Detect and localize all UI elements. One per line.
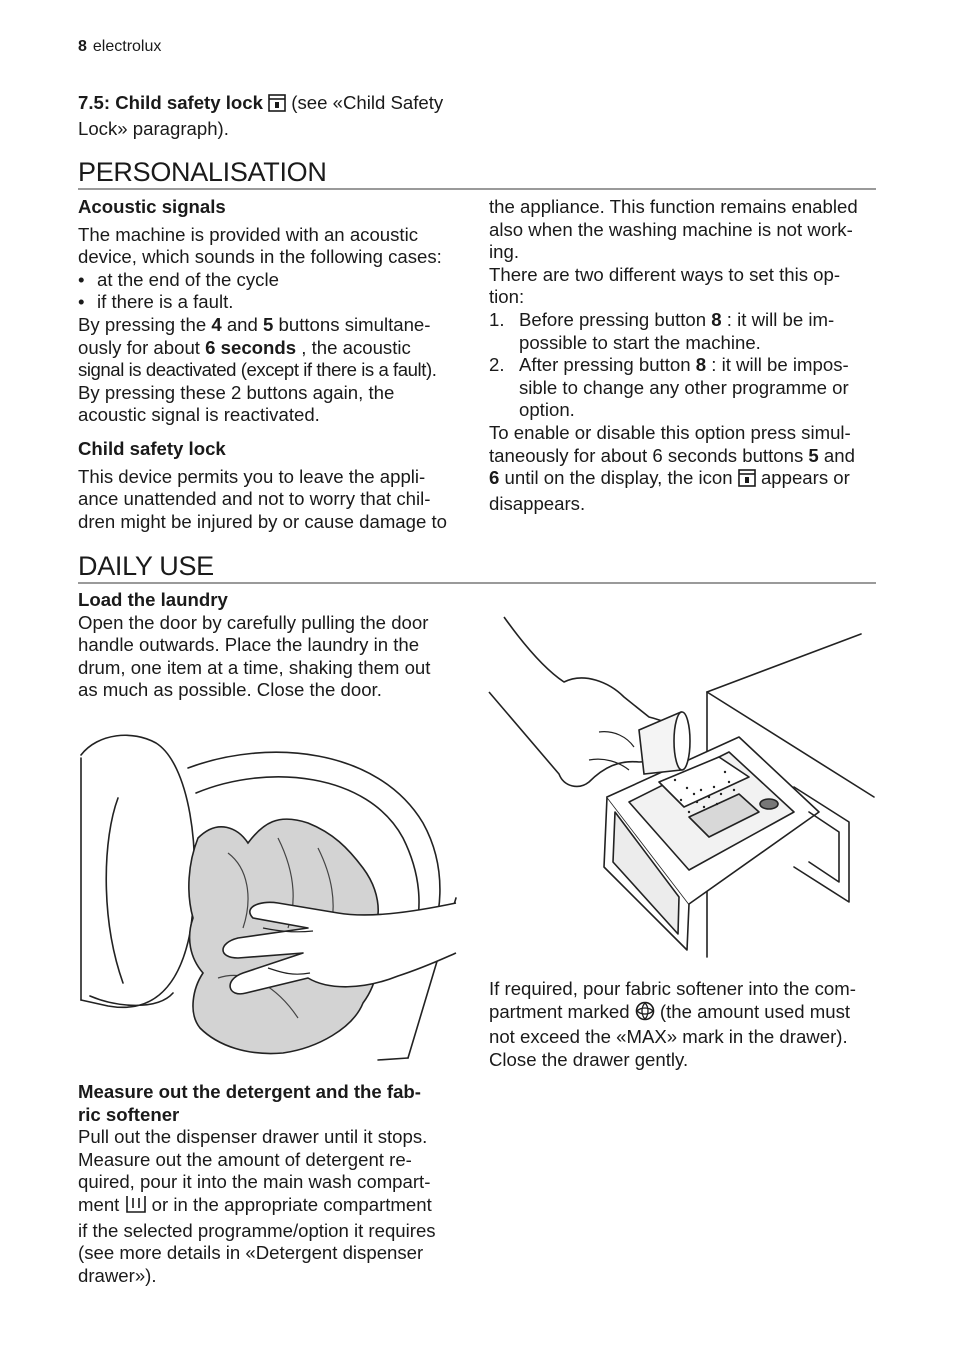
acoustic-paragraph-line: By pressing these 2 buttons again, the bbox=[78, 381, 395, 403]
child-lock-steps bbox=[489, 309, 879, 422]
acoustic-paragraph-line bbox=[78, 337, 473, 360]
softener-line: If required, pour fabric softener into the com- bbox=[489, 978, 856, 999]
reference-label: 7.5: Child safety lock bbox=[78, 92, 263, 113]
list-item bbox=[489, 309, 879, 354]
running-header bbox=[78, 38, 161, 56]
detergent-drawer-illustration bbox=[489, 612, 874, 964]
personalisation-heading: PERSONALISATION bbox=[78, 157, 327, 187]
softener-block bbox=[489, 978, 879, 1071]
measure-detergent-block bbox=[78, 1081, 473, 1287]
button-number: 6 bbox=[489, 467, 500, 489]
text-run: : it will be impos- bbox=[706, 354, 849, 376]
acoustic-signals-title: Acoustic signals bbox=[78, 196, 226, 217]
text-run: Before pressing button bbox=[519, 308, 712, 330]
softener-flower-icon bbox=[635, 1001, 655, 1027]
load-laundry-line: drum, one item at a time, shaking them out bbox=[78, 656, 431, 678]
section-rule bbox=[78, 582, 876, 584]
measure-line: Pull out the dispenser drawer until it stops. bbox=[78, 1126, 428, 1148]
measure-detergent-title: Measure out the detergent and the fab- bbox=[78, 1081, 421, 1102]
step-number: 1. bbox=[489, 308, 505, 330]
reference-text-line2: Lock» paragraph). bbox=[78, 117, 229, 139]
softener-line bbox=[489, 1001, 879, 1027]
measure-line: drawer»). bbox=[78, 1264, 157, 1286]
load-laundry-block bbox=[78, 589, 473, 702]
acoustic-paragraph-line: acoustic signal is reactivated. bbox=[78, 404, 320, 426]
child-lock-line: tion: bbox=[489, 286, 525, 308]
child-safety-lock-title: Child safety lock bbox=[78, 437, 226, 459]
acoustic-paragraph-line bbox=[78, 314, 473, 337]
measure-line: quired, pour it into the main wash compart- bbox=[78, 1171, 431, 1193]
load-laundry-title: Load the laundry bbox=[78, 589, 228, 610]
list-item: • if there is a fault. bbox=[78, 291, 473, 314]
child-lock-line: disappears. bbox=[489, 492, 586, 514]
text-run: or in the appropriate compartment bbox=[146, 1193, 432, 1215]
child-lock-line: ing. bbox=[489, 241, 519, 263]
button-number: 5 bbox=[263, 313, 274, 335]
acoustic-paragraph-line: signal is deactivated (except if there is a fault). bbox=[78, 359, 437, 381]
acoustic-intro-line: device, which sounds in the following cases: bbox=[78, 246, 442, 268]
text-run: (the amount used must bbox=[654, 1000, 851, 1022]
main-wash-icon bbox=[125, 1194, 147, 1220]
brand-name: electrolux bbox=[92, 38, 162, 55]
lock-icon bbox=[268, 94, 286, 118]
duration: 6 seconds bbox=[205, 336, 297, 358]
text-run: appears or bbox=[755, 467, 850, 489]
page-number: 8 bbox=[78, 38, 87, 55]
text-run: until on the display, the icon bbox=[499, 467, 738, 489]
child-lock-line: To enable or disable this option press simul- bbox=[489, 421, 851, 443]
text-run: : it will be im- bbox=[721, 308, 835, 330]
measure-line: Measure out the amount of detergent re- bbox=[78, 1148, 412, 1170]
measure-detergent-title-line2: ric softener bbox=[78, 1103, 180, 1125]
text-run: , the acoustic bbox=[296, 336, 411, 358]
text-run: taneously for about 6 seconds buttons bbox=[489, 444, 809, 466]
step-number: 2. bbox=[489, 354, 505, 376]
measure-line: (see more details in «Detergent dispenser bbox=[78, 1242, 424, 1264]
text-run: After pressing button bbox=[519, 354, 696, 376]
text-run: partment marked bbox=[489, 1000, 635, 1022]
text-run: option. bbox=[519, 399, 575, 421]
child-lock-line: dren might be injured by or cause damage to bbox=[78, 510, 447, 532]
text-run: By pressing the bbox=[78, 313, 212, 335]
text-run: buttons simultane- bbox=[273, 313, 431, 335]
child-lock-line: This device permits you to leave the appli- bbox=[78, 465, 426, 487]
softener-line: Close the drawer gently. bbox=[489, 1048, 689, 1070]
acoustic-signals-block bbox=[78, 196, 473, 533]
button-number: 8 bbox=[711, 308, 722, 330]
personalisation-section-header bbox=[78, 156, 876, 190]
text-run: and bbox=[818, 444, 855, 466]
lock-icon bbox=[738, 469, 756, 493]
child-lock-line: ance unattended and not to worry that chil- bbox=[78, 488, 431, 510]
child-lock-line bbox=[489, 445, 879, 468]
measure-line: if the selected programme/option it requires bbox=[78, 1219, 436, 1241]
text-run: sible to change any other programme or bbox=[519, 376, 849, 398]
softener-line: not exceed the «MAX» mark in the drawer). bbox=[489, 1026, 848, 1048]
loading-laundry-illustration bbox=[78, 728, 463, 1063]
text-run: ment bbox=[78, 1193, 125, 1215]
list-item: • at the end of the cycle bbox=[78, 269, 473, 292]
child-lock-reference bbox=[78, 92, 478, 140]
child-lock-line: also when the washing machine is not work- bbox=[489, 218, 853, 240]
acoustic-cases-list bbox=[78, 269, 473, 314]
load-laundry-line: handle outwards. Place the laundry in the bbox=[78, 634, 420, 656]
reference-text: (see «Child Safety bbox=[286, 92, 444, 113]
child-lock-line: the appliance. This function remains enabled bbox=[489, 196, 858, 217]
text-run: ously for about bbox=[78, 336, 206, 358]
button-number: 8 bbox=[695, 354, 707, 376]
text-run: and bbox=[221, 313, 264, 335]
load-laundry-line: Open the door by carefully pulling the door bbox=[78, 611, 429, 633]
child-lock-line bbox=[489, 467, 879, 493]
measure-line bbox=[78, 1194, 473, 1220]
acoustic-intro-line: The machine is provided with an acoustic bbox=[78, 223, 419, 245]
daily-use-section-header bbox=[78, 550, 876, 584]
text-run: possible to start the machine. bbox=[519, 331, 761, 353]
list-item bbox=[489, 354, 879, 422]
child-lock-line: There are two different ways to set this op- bbox=[489, 263, 841, 285]
section-rule bbox=[78, 188, 876, 190]
load-laundry-line: as much as possible. Close the door. bbox=[78, 679, 382, 701]
daily-use-heading: DAILY USE bbox=[78, 551, 214, 581]
child-lock-continued bbox=[489, 196, 879, 515]
button-number: 4 bbox=[211, 313, 222, 335]
button-number: 5 bbox=[808, 444, 819, 466]
